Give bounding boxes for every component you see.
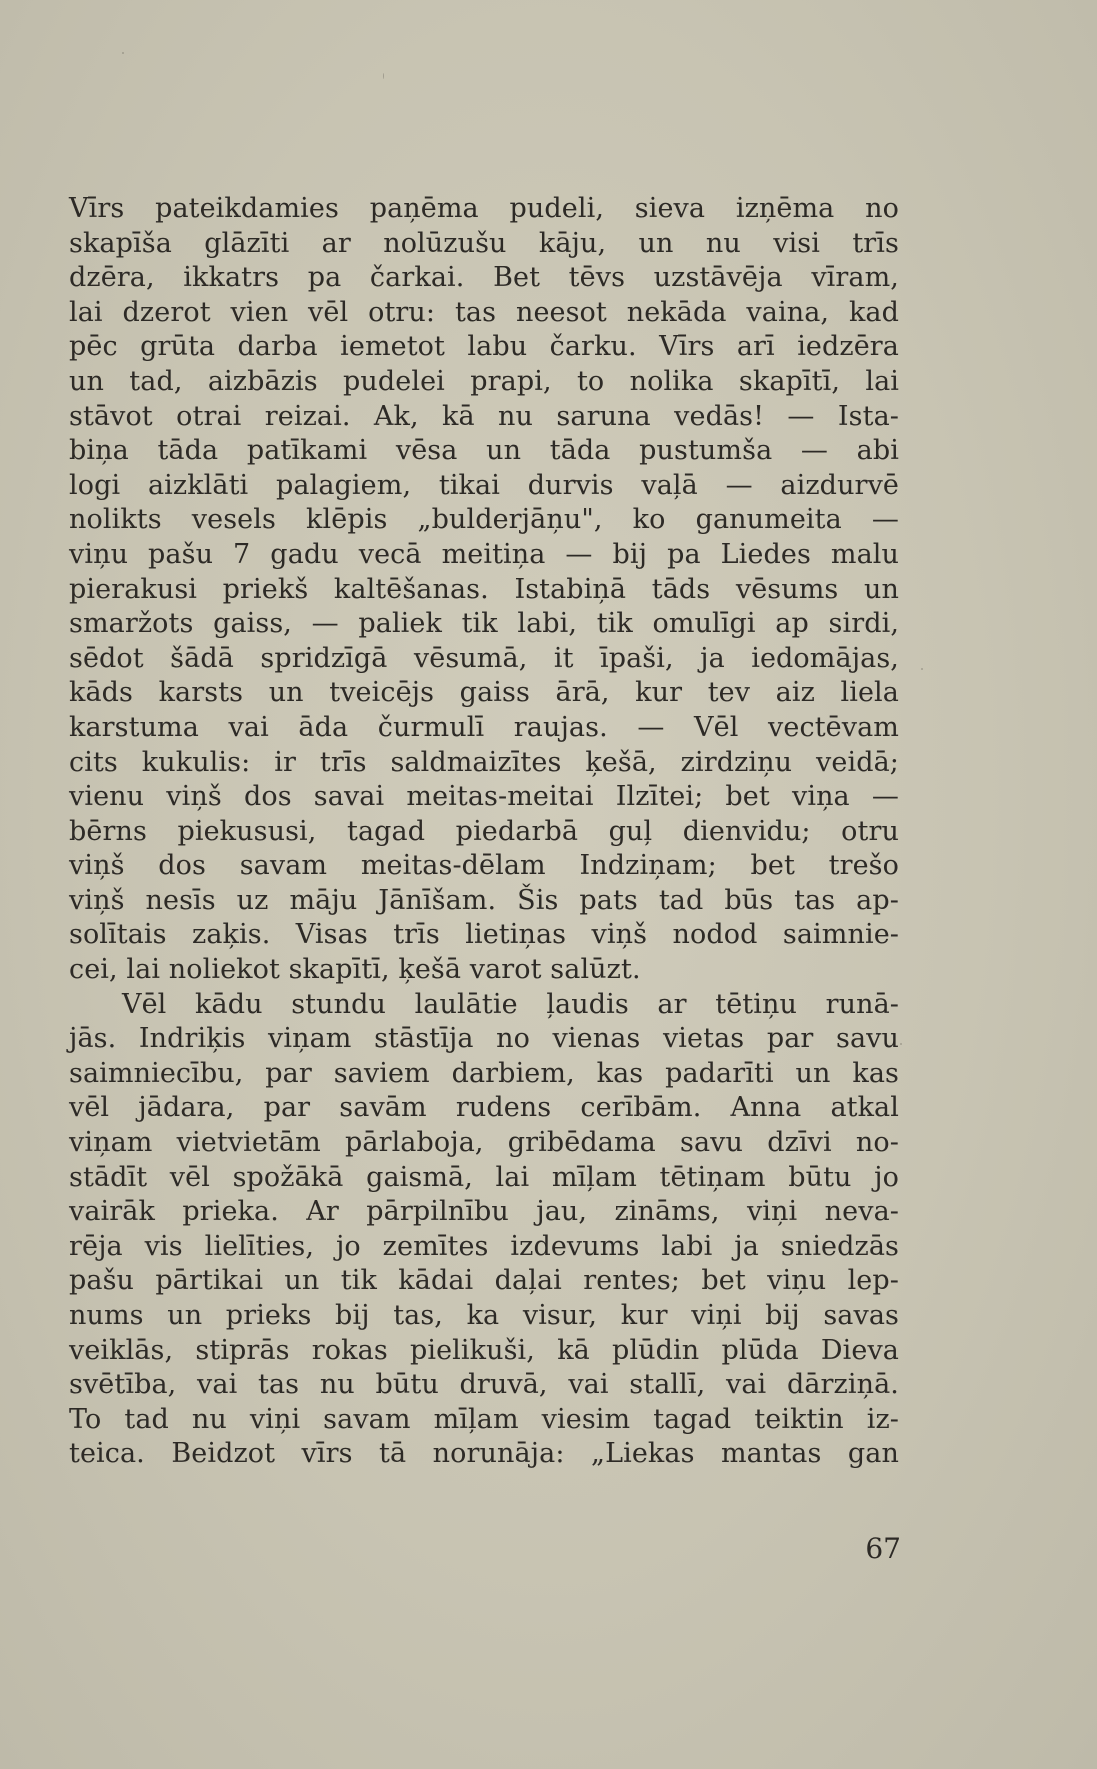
text-line: Vēl kādu stundu laulātie ļaudis ar tētiņu runā- — [122, 988, 899, 1020]
text-line: viņu pašu 7 gadu vecā meitiņa — bij pa Liedes malu — [69, 538, 899, 570]
text-line: To tad nu viņi savam mīļam viesim tagad teiktin iz- — [69, 1403, 899, 1435]
text-line: svētība, vai tas nu būtu druvā, vai stallī, vai dārziņā. — [69, 1369, 899, 1401]
text-line: nolikts vesels klēpis „bulderjāņu", ko ganumeita — — [69, 504, 899, 536]
text-line: viņš nesīs uz māju Jānīšam. Šis pats tad būs tas ap- — [69, 884, 899, 916]
text-line: logi aizklāti palagiem, tikai durvis vaļā — aizdurvē — [69, 469, 899, 501]
text-line: sēdot šādā spridzīgā vēsumā, it īpaši, ja iedomājas, — [69, 642, 899, 674]
text-line: cei, lai noliekot skapītī, ķešā varot salūzt. — [69, 954, 641, 986]
text-line: saimniecību, par saviem darbiem, kas padarīti un kas — [69, 1057, 899, 1089]
text-line: cits kukulis: ir trīs saldmaizītes ķešā, zirdziņu veidā; — [69, 746, 899, 778]
text-line: nums un prieks bij tas, ka visur, kur viņi bij savas — [69, 1300, 899, 1331]
text-line: skapīša glāzīti ar nolūzušu kāju, un nu visi trīs — [69, 227, 899, 259]
text-line: vēl jādara, par savām rudens cerībām. Anna atkal — [69, 1092, 899, 1124]
text-line: solītais zaķis. Visas trīs lietiņas viņš nodod saimnie- — [69, 919, 899, 951]
text-line: Vīrs pateikdamies paņēma pudeli, sieva izņēma no — [69, 193, 899, 224]
text-line: pašu pārtikai un tik kādai daļai rentes; bet viņu lep- — [69, 1265, 899, 1297]
text-line: rēja vis lielīties, jo zemītes izdevums labi ja sniedzās — [69, 1230, 899, 1262]
text-line: lai dzerot vien vēl otru: tas neesot nekāda vaina, kad — [69, 296, 899, 328]
text-line: un tad, aizbāzis pudelei prapi, to nolika skapītī, lai — [69, 365, 899, 397]
page-number: 67 — [865, 1532, 901, 1565]
text-line: kāds karsts un tveicējs gaiss ārā, kur tev aiz liela — [69, 677, 899, 709]
text-line: smaržots gaiss, — paliek tik labi, tik omulīgi ap sirdi, — [69, 608, 899, 640]
text-line: karstuma vai āda čurmulī raujas. — Vēl vectēvam — [69, 711, 899, 743]
text-line: vienu viņš dos savai meitas-meitai Ilzītei; bet viņa — — [69, 781, 899, 813]
text-line: bērns piekususi, tagad piedarbā guļ dienvidu; otru — [69, 815, 899, 847]
text-line: vairāk prieka. Ar pārpilnību jau, zināms, viņi neva- — [69, 1196, 899, 1228]
text-line: stādīt vēl spožākā gaismā, lai mīļam tētiņam būtu jo — [69, 1161, 899, 1193]
text-line: veiklās, stiprās rokas pielikuši, kā plūdin plūda Dieva — [69, 1334, 899, 1366]
text-line: biņa tāda patīkami vēsa un tāda pustumša — abi — [69, 435, 899, 467]
body-text — [69, 192, 899, 1472]
text-line: teica. Beidzot vīrs tā norunāja: „Liekas mantas gan — [69, 1438, 899, 1470]
text-line: dzēra, ikkatrs pa čarkai. Bet tēvs uzstāvēja vīram, — [69, 262, 899, 294]
text-line: viņam vietvietām pārlaboja, gribēdama savu dzīvi no- — [69, 1127, 899, 1159]
text-line: stāvot otrai reizai. Ak, kā nu saruna vedās! — Ista- — [69, 400, 899, 432]
text-line: pēc grūta darba iemetot labu čarku. Vīrs arī iedzēra — [69, 331, 899, 363]
text-line: pierakusi priekš kaltēšanas. Istabiņā tāds vēsums un — [69, 573, 899, 605]
text-line: jās. Indriķis viņam stāstīja no vienas vietas par savu — [69, 1023, 899, 1055]
text-line: viņš dos savam meitas-dēlam Indziņam; bet trešo — [69, 850, 899, 882]
